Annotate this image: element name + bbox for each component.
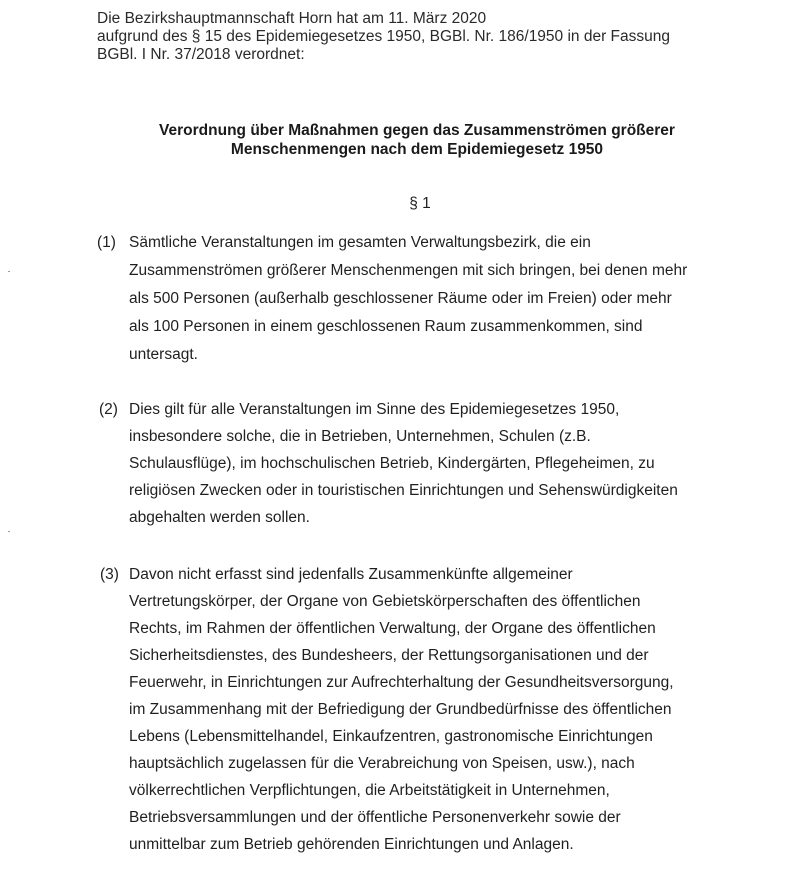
paragraph-line: abgehalten werden sollen. xyxy=(129,509,310,526)
document-title xyxy=(97,121,737,159)
intro-block xyxy=(97,10,777,64)
paragraph-line: Feuerwehr, in Einrichtungen zur Aufrechterhaltung der Gesundheitsversorgung, xyxy=(129,674,674,691)
paragraph-2 xyxy=(99,396,719,536)
paragraph-line: Zusammenströmen größerer Menschenmengen mit sich bringen, bei denen mehr xyxy=(129,262,688,279)
paragraph-line: als 500 Personen (außerhalb geschlossener Räume oder im Freien) oder mehr xyxy=(129,290,672,307)
paragraph-line: unmittelbar zum Betrieb gehörenden Einrichtungen und Anlagen. xyxy=(129,836,574,853)
paragraph-line: hauptsächlich zugelassen für die Verabreichung von Speisen, usw.), nach xyxy=(129,755,635,772)
paragraph-number: (1) xyxy=(97,234,116,251)
intro-line: BGBl. I Nr. 37/2018 verordnet: xyxy=(97,46,305,63)
paragraph-1 xyxy=(97,229,717,369)
intro-line: aufgrund des § 15 des Epidemiegesetzes 1950, BGBl. Nr. 186/1950 in der Fassung xyxy=(97,28,671,45)
paragraph-number: (2) xyxy=(99,401,118,418)
paragraph-line: Rechts, im Rahmen der öffentlichen Verwaltung, der Organe des öffentlichen xyxy=(129,620,656,637)
paragraph-line: Dies gilt für alle Veranstaltungen im Sinne des Epidemiegesetzes 1950, xyxy=(129,401,620,418)
paragraph-line: untersagt. xyxy=(129,346,198,363)
paragraph-line: Schulausflüge), im hochschulischen Betrieb, Kindergärten, Pflegeheimen, zu xyxy=(129,455,655,472)
intro-line: Die Bezirkshauptmannschaft Horn hat am 11. März 2020 xyxy=(97,10,487,27)
paragraph-line: Sicherheitsdienstes, des Bundesheers, der Rettungsorganisationen und der xyxy=(129,647,649,664)
paragraph-number: (3) xyxy=(100,566,119,583)
paragraph-line: religiösen Zwecken oder in touristischen Einrichtungen und Sehenswürdigkeiten xyxy=(129,482,678,499)
paragraph-line: Vertretungskörper, der Organe von Gebietskörperschaften des öffentlichen xyxy=(129,593,641,610)
paragraph-line: im Zusammenhang mit der Befriedigung der Grundbedürfnisse des öffentlichen xyxy=(129,701,672,718)
paragraph-line: Sämtliche Veranstaltungen im gesamten Verwaltungsbezirk, die ein xyxy=(129,234,591,251)
paragraph-line: Lebens (Lebensmittelhandel, Einkaufzentren, gastronomische Einrichtungen xyxy=(129,728,653,745)
paragraph-line: völkerrechtlichen Verpflichtungen, die Arbeitstätigkeit in Unternehmen, xyxy=(129,782,610,799)
paragraph-line: Betriebsversammlungen und der öffentliche Personenverkehr sowie der xyxy=(129,809,621,826)
scan-speck xyxy=(8,531,10,532)
title-line: Menschenmengen nach dem Epidemiegesetz 1950 xyxy=(230,141,604,158)
paragraph-line: insbesondere solche, die in Betrieben, Unternehmen, Schulen (z.B. xyxy=(129,428,591,445)
section-heading: § 1 xyxy=(409,195,431,212)
paragraph-3 xyxy=(100,561,720,861)
paragraph-line: Davon nicht erfasst sind jedenfalls Zusammenkünfte allgemeiner xyxy=(129,566,573,583)
scan-speck xyxy=(8,271,10,272)
title-line: Verordnung über Maßnahmen gegen das Zusammenströmen größerer xyxy=(159,122,675,139)
paragraph-line: als 100 Personen in einem geschlossenen Raum zusammenkommen, sind xyxy=(129,318,643,335)
